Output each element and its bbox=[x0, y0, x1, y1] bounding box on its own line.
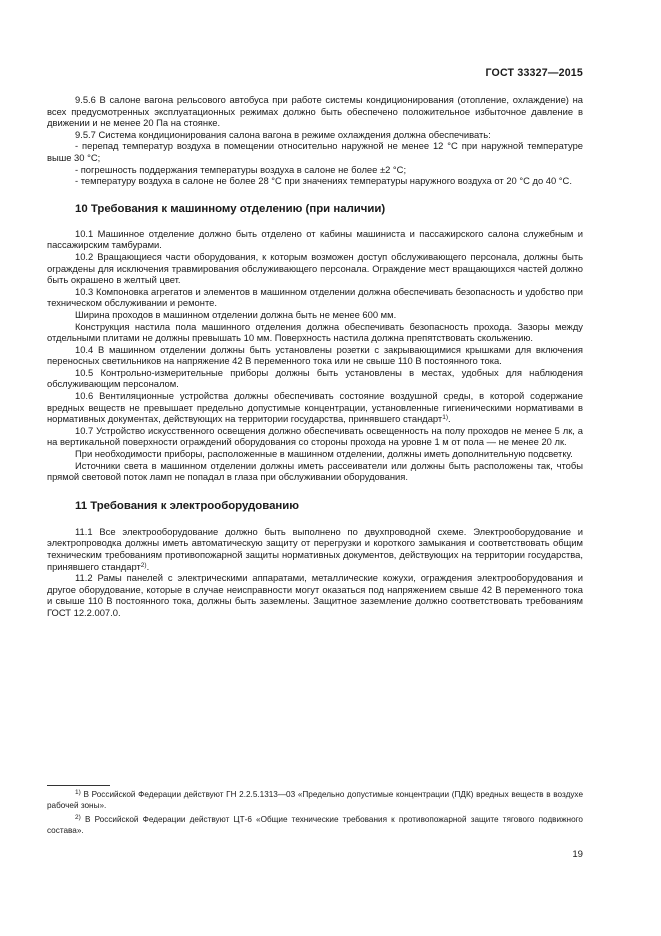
paragraph: 10.3 Компоновка агрегатов и элементов в машинном отделении должна обеспечивать безопасность и удобство при техническом обслуживании и ремонте. bbox=[47, 285, 583, 309]
paragraph-with-footnote bbox=[47, 526, 583, 572]
section-10-heading: 10 Требования к машинному отделению (при наличии) bbox=[75, 202, 386, 215]
paragraph: Конструкция настила пола машинного отделения должна обеспечивать безопасность прохода. Зазоры между отдельными плитами не должны превышать 10 мм. Поверхность настила должна препятствовать скольжению. bbox=[47, 320, 583, 344]
standard-header: ГОСТ 33327—2015 bbox=[485, 67, 583, 79]
footnote-text: В Российской Федерации действуют ЦТ-6 «Общие технические требования к противопожарной защите тягового подвижного состава». bbox=[47, 814, 583, 835]
footnotes bbox=[47, 789, 583, 838]
list-item: - температуру воздуха в салоне не более 28 °С при значениях температуры наружного воздуха от 20 °С до 40 °С. bbox=[75, 175, 572, 187]
list-item: - перепад температур воздуха в помещении относительно наружной не менее 12 °С при наружной температуре выше 30 °С; bbox=[47, 140, 583, 163]
paragraph-tail: . bbox=[146, 560, 150, 572]
footnote-text: В Российской Федерации действуют ГН 2.2.5.1313—03 «Предельно допустимые концентрации (ПДК) вредных веществ в воздухе рабочей зоны». bbox=[47, 790, 583, 811]
footnote-1 bbox=[47, 789, 583, 812]
list-item: - погрешность поддержания температуры воздуха в салоне не более ±2 °С; bbox=[75, 163, 407, 175]
section-11-heading: 11 Требования к электрооборудованию bbox=[75, 499, 300, 512]
footnote-ref: 2) bbox=[140, 561, 147, 569]
paragraph: При необходимости приборы, расположенные в машинном отделении, должны иметь дополнительную подсветку. bbox=[75, 448, 573, 460]
section-11-body bbox=[47, 526, 583, 619]
paragraph: 10.7 Устройство искусственного освещения должно обеспечивать освещенность на полу проходов не менее 5 лк, а на вертикальной поверхности ограждений оборудования со стороны прохода на уровне 1 м от пола — не менее 20 лк. bbox=[47, 424, 583, 448]
paragraph-text: 11.1 Все электрооборудование должно быть выполнено по двухпроводной схеме. Электрооборудование и электропроводка должны иметь автоматическую защиту от перегрузки и короткого замыкания и соответствовать общим техническим требованиям противопожарной защиты нормативных документов, действующих на территории государства, принявшего стандарт bbox=[47, 525, 583, 572]
paragraph-with-footnote bbox=[47, 390, 583, 425]
paragraph: Ширина проходов в машинном отделении должна быть не менее 600 мм. bbox=[75, 308, 397, 320]
paragraph: Источники света в машинном отделении должны иметь рассеиватели или должны быть расположены так, чтобы прямой световой поток ламп не попадал в глаза при обслуживании оборудования. bbox=[47, 459, 583, 483]
section-9-5-continuation bbox=[47, 94, 583, 187]
paragraph-9-5-6: 9.5.6 В салоне вагона рельсового автобуса при работе системы кондиционирования (отопление, охлаждение) на всех предусмотренных эксплуатационных режимах должно быть обеспечено положительное избыточное давление в движении и не менее 20 Па на стоянке. bbox=[47, 94, 583, 129]
footnote-mark: 1) bbox=[75, 789, 81, 796]
paragraph: 11.2 Рамы панелей с электрическими аппаратами, металлические кожухи, ограждения электрооборудования и другое оборудование, которые в случае неисправности могут оказаться под напряжением свыше 42 В переменного тока и свыше 110 В постоянного тока, должны быть заземлены. Защитное заземление должно соответствовать требованиям ГОСТ 12.2.007.0. bbox=[47, 572, 583, 618]
paragraph-tail: . bbox=[448, 413, 451, 425]
footnote-2 bbox=[47, 814, 583, 837]
paragraph: 10.2 Вращающиеся части оборудования, к которым возможен доступ обслуживающего персонала, должны быть ограждены для исключения травмирования обслуживающего персонала. Ограждение мест вращающихся частей должно быть окрашено в желтый цвет. bbox=[47, 250, 583, 286]
paragraph-9-5-7: 9.5.7 Система кондиционирования салона вагона в режиме охлаждения должна обеспечивать: bbox=[75, 128, 491, 140]
footnote-mark: 2) bbox=[75, 813, 81, 821]
section-10-body bbox=[47, 228, 583, 483]
page-content bbox=[47, 94, 583, 619]
page-number: 19 bbox=[572, 849, 583, 860]
paragraph: 10.4 В машинном отделении должны быть установлены розетки с закрывающимися крышками для включения переносных светильников на напряжение 42 В переменного тока или не свыше 110 В постоянного тока. bbox=[47, 343, 583, 367]
paragraph-text: 10.6 Вентиляционные устройства должны обеспечивать состояние воздушной среды, в которой содержание вредных веществ не превышает предельно допустимые концентрации, установленные гигиеническими нормативами в нормативных документах, действующих на территории государства, принявшего стандарт bbox=[47, 390, 583, 425]
footnote-divider bbox=[47, 785, 110, 786]
footnote-ref: 1) bbox=[442, 414, 449, 422]
paragraph: 10.1 Машинное отделение должно быть отделено от кабины машиниста и пассажирского салона служебным и пассажирским тамбурами. bbox=[47, 227, 583, 251]
paragraph: 10.5 Контрольно-измерительные приборы должны быть установлены в местах, удобных для наблюдения обслуживающим персоналом. bbox=[47, 366, 583, 390]
